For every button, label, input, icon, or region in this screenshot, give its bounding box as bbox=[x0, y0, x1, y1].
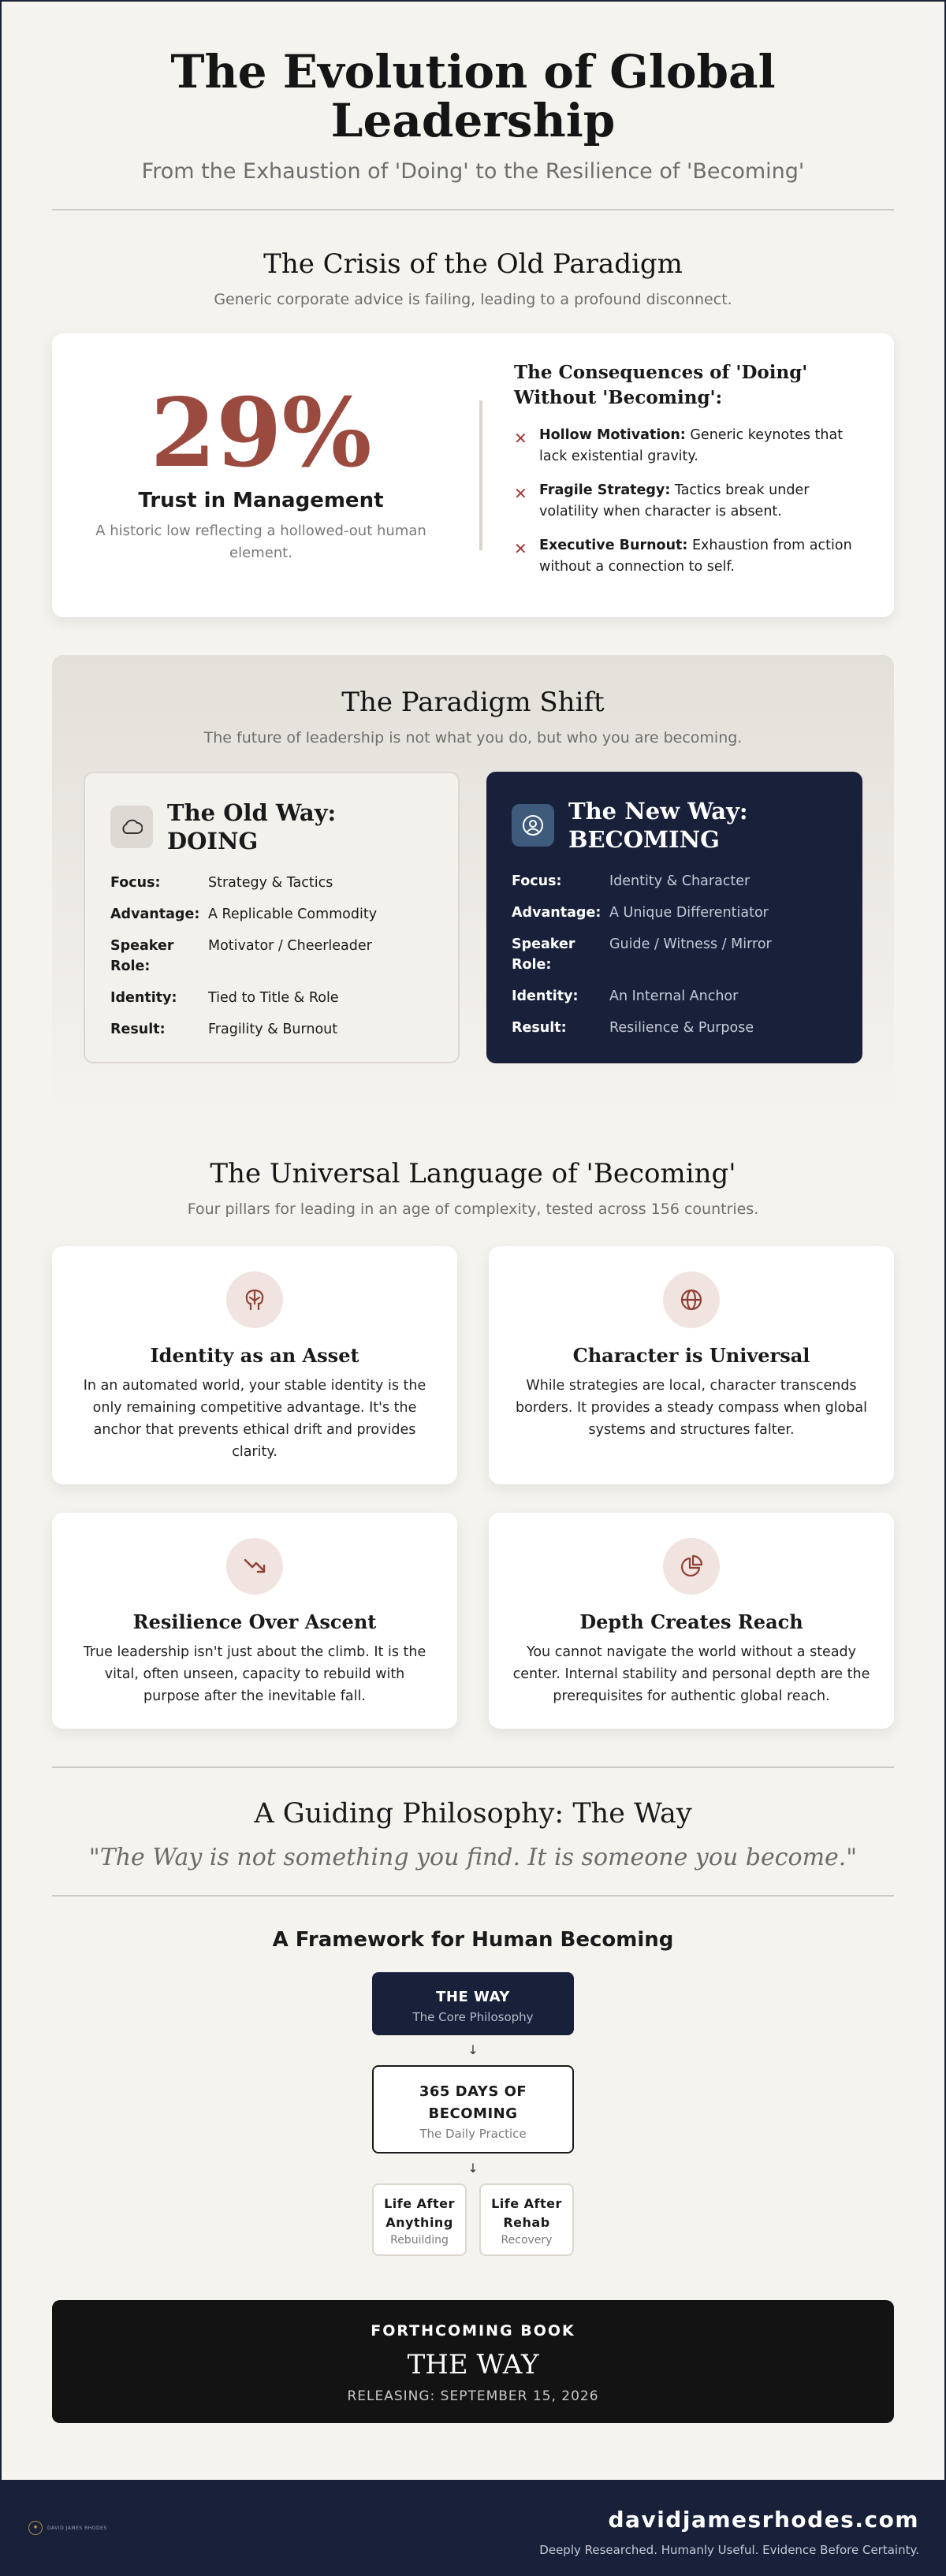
row-key: Focus: bbox=[512, 873, 562, 889]
stat-label: Trust in Management bbox=[138, 489, 384, 512]
shift-title: The Paradigm Shift bbox=[341, 687, 605, 718]
cloud-icon bbox=[110, 806, 153, 848]
pillar-card bbox=[52, 1513, 457, 1729]
branch-sublabel: Recovery bbox=[501, 2234, 553, 2247]
framework-title: A Framework for Human Becoming bbox=[272, 1928, 674, 1952]
new-way-card bbox=[486, 772, 862, 1063]
philosophy-section bbox=[52, 1766, 894, 1897]
pie-chart-icon bbox=[663, 1538, 720, 1595]
consequence-item bbox=[514, 425, 862, 467]
practice-label: 365 DAYS OF BECOMING bbox=[419, 2083, 527, 2122]
consequence-text: Exhaustion from action without a connection to self. bbox=[539, 538, 852, 575]
universal-section bbox=[52, 1112, 894, 1729]
user-circle-icon bbox=[512, 804, 554, 847]
row-value: A Replicable Commodity bbox=[208, 906, 378, 922]
divider bbox=[52, 1895, 894, 1897]
row-value: Identity & Character bbox=[609, 873, 750, 889]
pillar-text: True leadership isn't just about the climb. It is the vital, often unseen, capacity to rebuild with purpose after the inevitable fall. bbox=[83, 1644, 426, 1704]
old-way-row bbox=[110, 873, 433, 893]
row-key: Identity: bbox=[512, 988, 579, 1004]
arrow-down-icon: ↓ bbox=[467, 2161, 479, 2176]
arrow-down-icon: ↓ bbox=[467, 2042, 479, 2057]
new-way-row bbox=[512, 1018, 837, 1038]
stat-block bbox=[91, 378, 430, 564]
crisis-card bbox=[52, 333, 894, 617]
old-way-row bbox=[110, 936, 433, 977]
crisis-subtitle: Generic corporate advice is failing, leading to a profound disconnect. bbox=[214, 291, 732, 308]
row-key: Advantage: bbox=[110, 906, 200, 922]
core-sublabel: The Core Philosophy bbox=[412, 2010, 534, 2024]
globe-icon bbox=[663, 1271, 720, 1328]
framework-core-box bbox=[372, 1972, 574, 2035]
new-way-row bbox=[512, 903, 837, 923]
row-key: Result: bbox=[512, 1020, 567, 1036]
philosophy-title: A Guiding Philosophy: The Way bbox=[254, 1798, 692, 1830]
old-way-row bbox=[110, 904, 433, 925]
book-kicker: FORTHCOMING BOOK bbox=[371, 2322, 575, 2340]
framework-branch-box bbox=[479, 2183, 574, 2256]
page-subtitle: From the Exhaustion of 'Doing' to the Resilience of 'Becoming' bbox=[141, 159, 805, 184]
pillar-card bbox=[52, 1246, 457, 1484]
core-label: THE WAY bbox=[436, 1989, 510, 2005]
consequences-block bbox=[514, 360, 862, 590]
logo-text: DAVID JAMES RHODES bbox=[47, 2525, 107, 2531]
footer-logo[interactable] bbox=[28, 2521, 107, 2535]
pillar-card bbox=[489, 1246, 894, 1484]
row-key: Speaker Role: bbox=[110, 938, 174, 974]
crisis-section bbox=[52, 210, 894, 617]
branch-label: Life After Rehab bbox=[491, 2196, 562, 2230]
pillar-card bbox=[489, 1513, 894, 1729]
practice-sublabel: The Daily Practice bbox=[419, 2127, 527, 2141]
old-way-title: The Old Way: DOING bbox=[167, 799, 337, 854]
pillar-text: In an automated world, your stable identity is the only remaining competitive advantage. It's the anchor that prevents ethical drift and provides clarity. bbox=[83, 1378, 426, 1460]
pillar-title: Resilience Over Ascent bbox=[132, 1610, 377, 1633]
old-way-row bbox=[110, 1019, 433, 1040]
old-way-row bbox=[110, 988, 433, 1008]
old-way-card bbox=[84, 772, 460, 1063]
philosophy-quote: "The Way is not something you find. It is someone you become." bbox=[88, 1844, 858, 1871]
stat-description: A historic low reflecting a hollowed-out human element. bbox=[95, 523, 426, 561]
row-value: A Unique Differentiator bbox=[609, 905, 769, 921]
consequence-label: Hollow Motivation: bbox=[539, 427, 686, 443]
row-key: Focus: bbox=[110, 875, 161, 891]
consequence-item bbox=[514, 535, 862, 578]
footer-domain-link[interactable]: davidjamesrhodes.com bbox=[608, 2507, 919, 2533]
pillar-title: Identity as an Asset bbox=[150, 1344, 359, 1367]
pillar-title: Character is Universal bbox=[572, 1344, 810, 1367]
row-value: Resilience & Purpose bbox=[609, 1020, 754, 1036]
hero-header bbox=[52, 0, 894, 210]
row-value: Tied to Title & Role bbox=[208, 990, 339, 1006]
logo-mark-icon: ✦ bbox=[28, 2521, 43, 2535]
pillar-text: You cannot navigate the world without a steady center. Internal stability and personal depth are the prerequisites for authentic global reach. bbox=[512, 1644, 870, 1704]
crisis-title: The Crisis of the Old Paradigm bbox=[263, 248, 683, 280]
shift-subtitle: The future of leadership is not what you do, but who you are becoming. bbox=[203, 729, 743, 746]
row-value: Strategy & Tactics bbox=[208, 875, 333, 891]
new-way-title: The New Way: BECOMING bbox=[568, 798, 748, 853]
consequences-title: The Consequences of 'Doing' Without 'Becoming': bbox=[514, 362, 808, 408]
x-icon: ✕ bbox=[514, 484, 527, 503]
pillar-text: While strategies are local, character transcends borders. It provides a steady compass when global systems and structures falter. bbox=[516, 1378, 867, 1438]
footer bbox=[0, 2480, 946, 2576]
framework-practice-box bbox=[372, 2065, 574, 2153]
page-title: The Evolution of Global Leadership bbox=[170, 45, 776, 147]
book-title: THE WAY bbox=[407, 2349, 539, 2381]
consequence-text: Generic keynotes that lack existential gravity. bbox=[539, 427, 844, 464]
x-icon: ✕ bbox=[514, 429, 527, 448]
universal-subtitle: Four pillars for leading in an age of complexity, tested across 156 countries. bbox=[187, 1201, 759, 1218]
row-value: Motivator / Cheerleader bbox=[208, 938, 372, 954]
branch-label: Life After Anything bbox=[384, 2196, 455, 2230]
pillar-title: Depth Creates Reach bbox=[579, 1610, 803, 1633]
vertical-divider bbox=[479, 400, 482, 550]
row-key: Result: bbox=[110, 1022, 166, 1037]
stat-value: 29% bbox=[150, 378, 372, 489]
row-value: An Internal Anchor bbox=[609, 988, 739, 1004]
row-key: Speaker Role: bbox=[512, 936, 575, 973]
consequence-label: Executive Burnout: bbox=[539, 538, 688, 553]
row-key: Identity: bbox=[110, 990, 177, 1006]
row-value: Guide / Witness / Mirror bbox=[609, 936, 772, 952]
new-way-row bbox=[512, 986, 837, 1007]
trend-down-icon bbox=[226, 1538, 283, 1595]
consequence-text: Tactics break under volatility when character is absent. bbox=[539, 482, 810, 519]
brain-icon bbox=[226, 1271, 283, 1328]
new-way-row bbox=[512, 934, 837, 975]
row-key: Advantage: bbox=[512, 905, 601, 921]
framework-section bbox=[52, 1928, 894, 2256]
divider bbox=[52, 1766, 894, 1768]
branch-sublabel: Rebuilding bbox=[390, 2234, 449, 2247]
footer-tagline: Deeply Researched. Humanly Useful. Evidence Before Certainty. bbox=[539, 2543, 919, 2557]
framework-branch-box bbox=[372, 2183, 467, 2256]
new-way-row bbox=[512, 871, 837, 892]
x-icon: ✕ bbox=[514, 539, 527, 558]
row-value: Fragility & Burnout bbox=[208, 1022, 338, 1037]
paradigm-shift-section bbox=[52, 655, 894, 1112]
book-release-date: RELEASING: SEPTEMBER 15, 2026 bbox=[347, 2388, 599, 2404]
book-banner bbox=[52, 2300, 894, 2423]
universal-title: The Universal Language of 'Becoming' bbox=[210, 1158, 736, 1189]
consequence-item bbox=[514, 480, 862, 523]
consequence-label: Fragile Strategy: bbox=[539, 482, 671, 498]
